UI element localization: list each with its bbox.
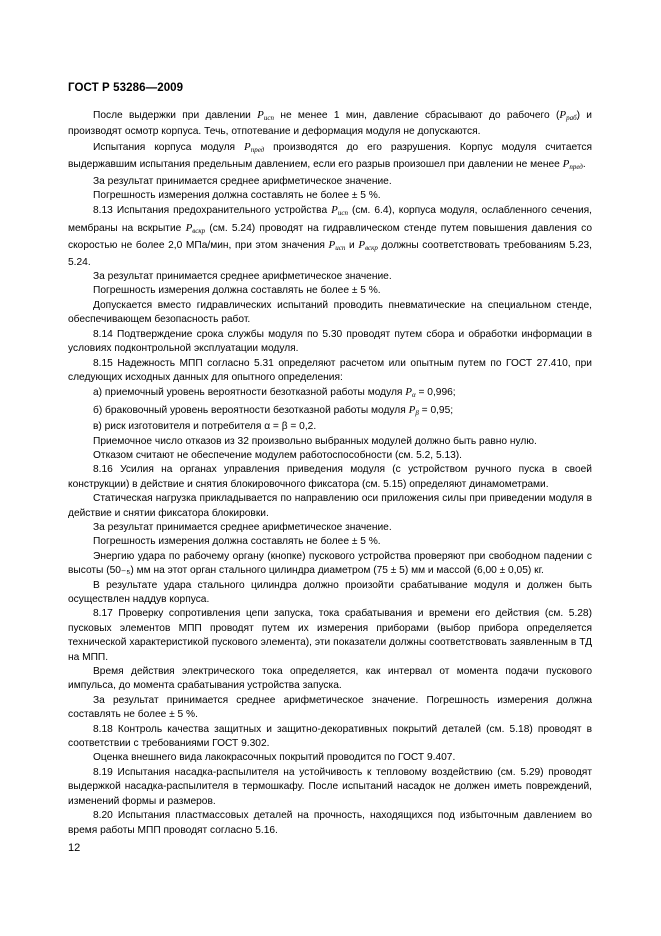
symbol-p: $P_{исп}$ — [328, 239, 346, 253]
paragraph: За результат принимается среднее арифметическое значение. — [93, 175, 392, 187]
paragraph: а) приемочный уровень вероятности безотказной работы модуля $P_\alpha = 0,996$; — [93, 386, 456, 400]
symbol-p: $P_{пред}$ — [243, 140, 265, 154]
paragraph: 8.17 Проверку сопротивления цепи запуска, тока срабатывания и времени его действия (см. 5.28) пусковых элементов МПП проводят путем их измерения приборами (выбор прибора определяется технической характеристикой пускового элемента), эти показатели должны соответствовать заявленным в ТД на МПП. — [68, 608, 592, 663]
paragraph: За результат принимается среднее арифметическое значение. — [93, 521, 392, 533]
symbol-p: $P_{вскр}$ — [185, 221, 206, 235]
paragraph: 8.19 Испытания насадка-распылителя на устойчивость к тепловому воздействию (см. 5.29) проводят выдержкой насадка-распылителя в термошкафу. После испытаний насадок не должен иметь повреждений, изменений формы и размеров. — [68, 766, 592, 807]
symbol-p: $P_\beta$ — [408, 403, 419, 417]
paragraph: В результате удара стального цилиндра должно произойти срабатывание модуля и должен быть осуществлен наддув корпуса. — [68, 579, 592, 605]
paragraph: б) браковочный уровень вероятности безотказной работы модуля $P_\beta = 0,95$; — [93, 403, 454, 417]
paragraph: Время действия электрического тока определяется, как интервал от момента подачи пускового импульса, до момента срабатывания устройства запуска. — [68, 666, 592, 692]
page-number: 12 — [68, 842, 81, 854]
paragraph: 8.13 Испытания предохранительного устройства $P_{исп}$ (см. 6.4), корпуса модуля, ослабленного сечения, мембраны на вскрытие $P_{вскр}$ (см. 5.24) проводят на гидравлическом стенде путем повышения давления со скоростью не более 2,0 МПа/мин, при этом значения $P_{исп}$ и $P_{вскр}$ должны соответствовать требованиям 5.23, 5.24. — [68, 204, 592, 268]
paragraph: 8.16 Усилия на органах управления приведения модуля (с устройством ручного пуска в своей конструкции) в действие и снятия блокировочного фиксатора (см. 5.15) определяют динамометрами. — [68, 464, 592, 490]
paragraph: Приемочное число отказов из 32 произвольно выбранных модулей должно быть равно нулю. — [93, 435, 537, 447]
document-body — [68, 108, 592, 838]
paragraph: Статическая нагрузка прикладывается по направлению оси приложения силы при приведении модуля в действие и снятии фиксатора блокировки. — [68, 493, 592, 519]
symbol-p: $P_{исп}$ — [331, 204, 348, 218]
paragraph: За результат принимается среднее арифметическое значение. Погрешность измерения должна составлять не более ± 5 %. — [68, 694, 592, 721]
paragraph: Погрешность измерения должна составлять не более ± 5 %. — [93, 536, 381, 548]
symbol-p: $P_{исп}$ — [257, 109, 275, 122]
paragraph: 8.18 Контроль качества защитных и защитно-декоративных покрытий деталей (см. 5.18) проводят в соответствии с требованиями ГОСТ 9.302. — [68, 723, 592, 750]
paragraph: После выдержки при давлении $P_{исп}$ не менее 1 мин, давление сбрасывают до рабочего $(P_{раб})$ и производят осмотр корпуса. Течь, отпотевание и деформация модуля не допускаются. — [68, 109, 592, 138]
paragraph: Допускается вместо гидравлических испытаний проводить пневматические на специальном стенде, обеспечивающем безопасность работ. — [68, 299, 592, 326]
symbol-p: $P_{вскр}$ — [358, 239, 378, 253]
paragraph: в) риск изготовителя и потребителя α = β = 0,2. — [93, 421, 317, 433]
symbol-p: $P_{раб}$ — [559, 109, 577, 122]
symbol-p: $P_{пред}$ — [562, 158, 583, 172]
paragraph: 8.15 Надежность МПП согласно 5.31 определяют расчетом или опытным путем по ГОСТ 27.410, при следующих исходных данных для опытного определения: — [68, 357, 592, 383]
symbol-p: $P_\alpha$ — [405, 386, 416, 400]
paragraph: 8.14 Подтверждение срока службы модуля по 5.30 проводят путем сбора и обработки информации в условиях подконтрольной эксплуатации модуля. — [68, 328, 592, 355]
paragraph: Отказом считают не обеспечение модулем работоспособности (см. 5.2, 5.13). — [93, 449, 462, 461]
document-header: ГОСТ Р 53286—2009 — [68, 82, 184, 94]
paragraph: Энергию удара по рабочему органу (кнопке) пускового устройства проверяют при свободном падении с высоты (50₋₅) мм на этот орган стального цилиндра диаметром (75 ± 5) мм и массой (6,00 ± 0,05) кг. — [68, 550, 592, 577]
paragraph: 8.20 Испытания пластмассовых деталей на прочность, находящихся под избыточным давлением во время работы МПП проводят согласно 5.16. — [68, 810, 592, 836]
paragraph: Погрешность измерения должна составлять не более ± 5 %. — [93, 285, 381, 297]
paragraph: Погрешность измерения должна составлять не более ± 5 %. — [93, 190, 381, 202]
paragraph: Испытания корпуса модуля $P_{пред}$ производятся до его разрушения. Корпус модуля считается выдержавшим испытания предельным давлением, если его разрыв произошел при давлении не менее $P_{пред}$. — [68, 140, 592, 172]
paragraph: За результат принимается среднее арифметическое значение. — [93, 271, 392, 283]
paragraph: Оценка внешнего вида лакокрасочных покрытий проводится по ГОСТ 9.407. — [93, 752, 456, 764]
